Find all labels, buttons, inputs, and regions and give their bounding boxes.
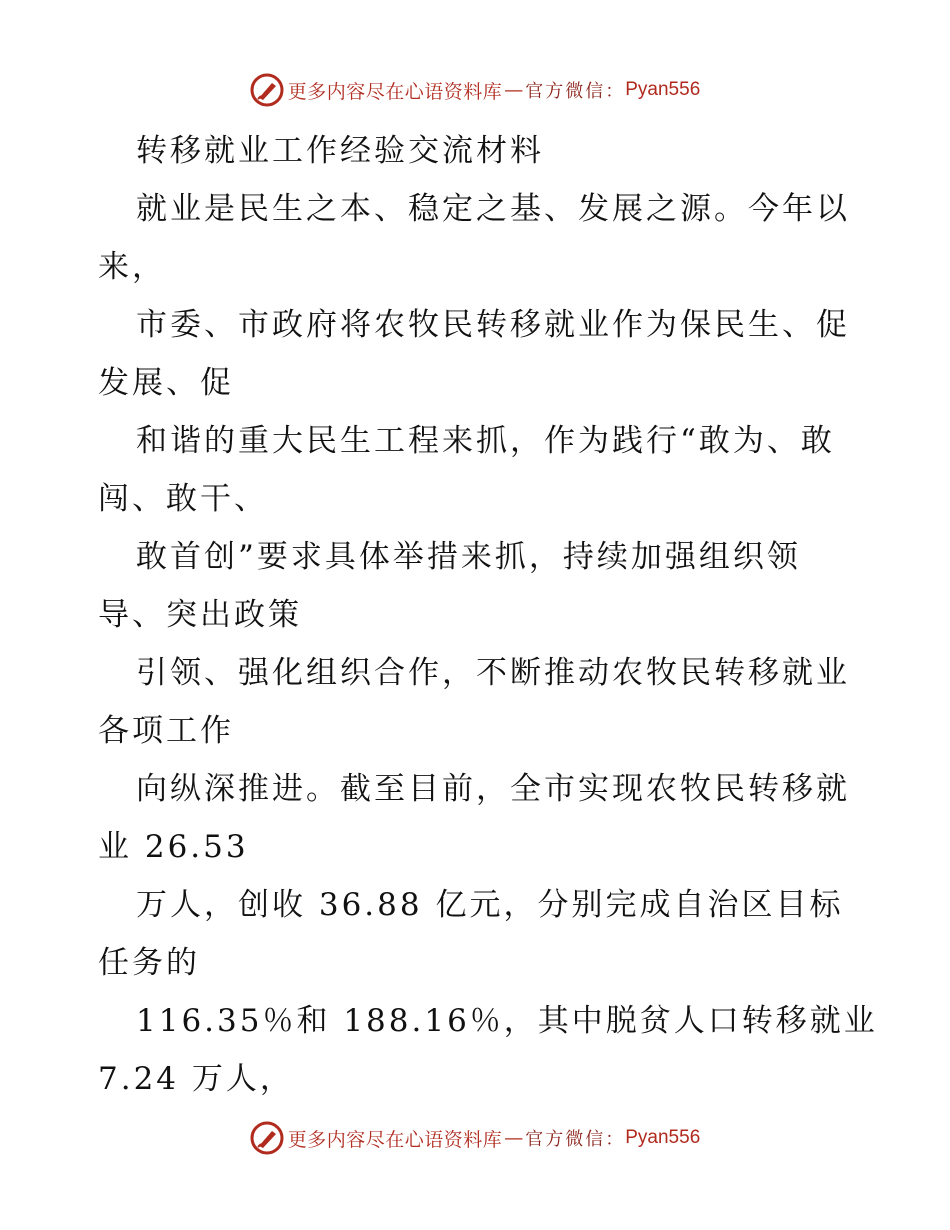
text-line: 和谐的重大民生工程来抓，作为践行“敢为、敢 <box>136 423 835 459</box>
watermark-text: 更多内容尽在心语资料库 <box>287 1128 503 1151</box>
watermark-banner-bottom <box>0 1118 950 1158</box>
text-line: 就业是民生之本、稳定之基、发展之源。今年以 <box>136 191 850 227</box>
watermark-text: 更多内容尽在心语资料库 <box>287 80 503 103</box>
watermark-id: Pyan556 <box>625 79 701 100</box>
quill-logo-icon <box>250 73 284 107</box>
text-line: 发展、促 <box>98 365 234 401</box>
text-line: 万人，创收 36.88 亿元，分别完成自治区目标 <box>136 887 844 923</box>
text-line: 7.24 万人， <box>98 1061 294 1097</box>
document-body <box>98 122 878 1108</box>
text-line: 来， <box>98 249 166 285</box>
text-line: 任务的 <box>98 945 200 981</box>
text-line: 敢首创”要求具体举措来抓，持续加强组织领 <box>136 539 801 575</box>
quill-logo-icon <box>250 1121 284 1155</box>
text-line: 引领、强化组织合作，不断推动农牧民转移就业 <box>136 655 850 691</box>
text-line: 导、突出政策 <box>98 597 302 633</box>
text-line: 闯、敢干、 <box>98 481 268 517</box>
watermark-dash: — <box>504 79 524 101</box>
watermark-id: Pyan556 <box>625 1127 701 1148</box>
watermark-official: 官方微信： <box>525 81 626 102</box>
text-line: 市委、市政府将农牧民转移就业作为保民生、促 <box>136 307 850 343</box>
watermark-official: 官方微信： <box>525 1129 626 1150</box>
watermark-dash: — <box>504 1127 524 1149</box>
text-line: 业 26.53 <box>98 829 249 865</box>
document-title: 转移就业工作经验交流材料 <box>136 133 544 169</box>
text-line: 向纵深推进。截至目前，全市实现农牧民转移就 <box>136 771 850 807</box>
watermark-banner-top <box>0 70 950 110</box>
text-line: 各项工作 <box>98 713 234 749</box>
text-line: 116.35％和 188.16％，其中脱贫人口转移就业 <box>136 1003 878 1039</box>
